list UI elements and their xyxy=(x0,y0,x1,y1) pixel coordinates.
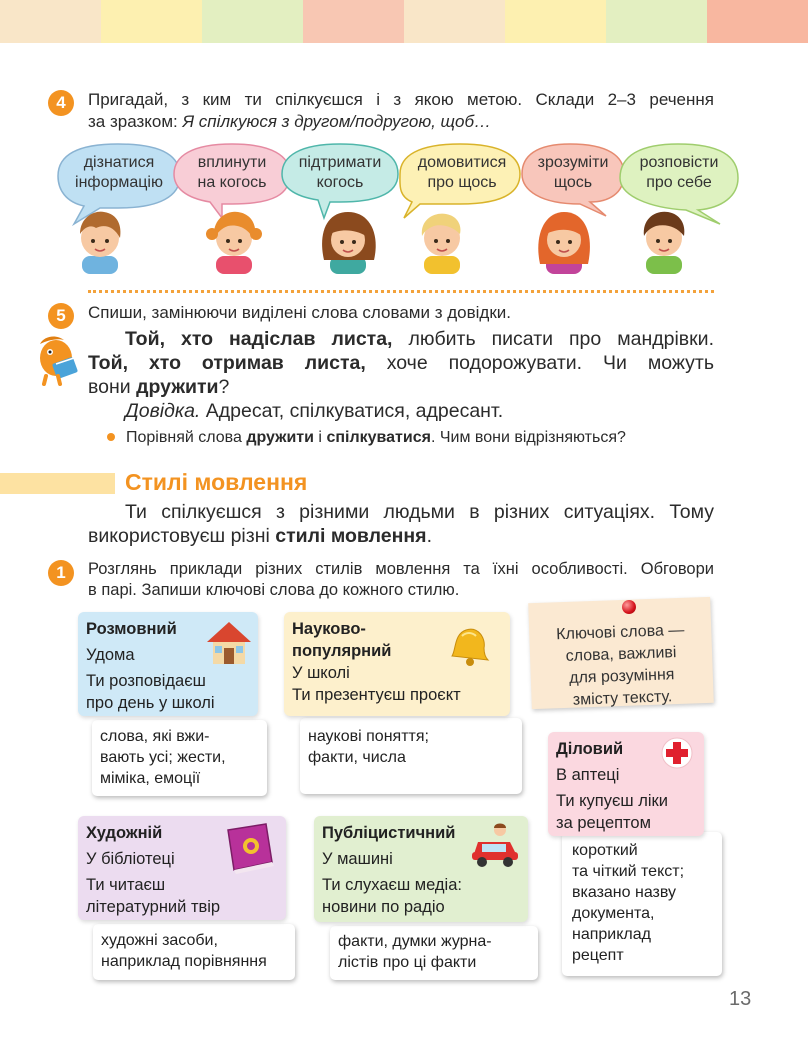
naukovyi-title-line1: Науково- xyxy=(292,620,366,638)
rozmovnyi-place: Удома xyxy=(86,646,135,664)
sentence1-rest: любить писати про мандрівки. xyxy=(392,328,714,350)
child-boy-3-icon xyxy=(644,212,685,274)
publitsystychnyi-keywords-card xyxy=(330,926,538,980)
bubble-4-text xyxy=(404,153,520,193)
top-color-bar xyxy=(0,0,808,43)
publitsystychnyi-title: Публіцистичний xyxy=(322,824,456,842)
bullet-dot xyxy=(107,433,115,441)
naukovyi-keyword-line2: факти, числа xyxy=(308,749,406,766)
section-title: Стилі мовлення xyxy=(125,469,308,495)
section-paragraph-line2 xyxy=(88,524,432,548)
exercise-4-line2 xyxy=(88,111,491,133)
rozmovnyi-desc-line1: Ти розповідаєш xyxy=(86,672,206,690)
rozmovnyi-keyword-line1: слова, які вжи- xyxy=(100,728,210,745)
exercise-1-line1: Розглянь приклади різних стилів мовлення та їхні особливості. Обговори xyxy=(88,560,714,578)
bubble-3-line2: когось xyxy=(316,174,364,191)
compare-word2: спілкуватися xyxy=(326,429,431,446)
bell-icon xyxy=(442,620,492,668)
khudozhnii-keywords-card xyxy=(93,924,295,980)
khudozhnii-desc-line2: літературний твір xyxy=(86,898,221,916)
publitsystychnyi-keyword-line1: факти, думки журна- xyxy=(338,933,492,950)
child-girl-3-icon xyxy=(538,212,590,274)
children-illustration xyxy=(0,204,808,276)
section-p2-plain: використовуєш різні xyxy=(88,525,276,547)
key-words-note xyxy=(528,597,714,709)
bubble-2-line2: на когось xyxy=(197,174,267,191)
dilovyi-keyword-line2: та чіткий текст; xyxy=(572,863,685,880)
top-bar-segment xyxy=(404,0,505,43)
khudozhnii-keyword-line2: наприклад порівняння xyxy=(101,953,267,970)
bubble-3-line1: підтримати xyxy=(298,154,382,171)
dilovyi-keyword-line1: короткий xyxy=(572,842,638,859)
publitsystychnyi-place: У машині xyxy=(322,850,393,868)
ex5-sentence2 xyxy=(88,351,714,375)
bubble-2-text xyxy=(176,153,288,193)
bubble-4-line2: про щось xyxy=(427,174,497,191)
section-p2-bold: стилі мовлення xyxy=(275,525,427,547)
note-line4: змісту тексту. xyxy=(572,688,673,709)
highlighted-phrase-2: Той, хто отримав листа, xyxy=(88,352,366,374)
dilovyi-keywords-card xyxy=(562,832,722,976)
khudozhnii-title: Художній xyxy=(86,824,163,842)
rozmovnyi-desc-line2: про день у школі xyxy=(86,694,215,712)
exercise-5-instruction: Спиши, замінюючи виділені слова словами з довідки. xyxy=(88,303,511,322)
rozmovnyi-keyword-line2: вають усі; жести, xyxy=(100,749,226,766)
exercise-4-number: 4 xyxy=(48,90,74,116)
section-divider xyxy=(88,290,714,293)
compare-word1: дружити xyxy=(246,429,314,446)
highlighted-word: дружити xyxy=(136,376,219,398)
top-bar-segment xyxy=(707,0,808,43)
dilovyi-desc-line2: за рецептом xyxy=(556,814,651,832)
highlighted-phrase-1: Той, хто надіслав листа, xyxy=(125,328,393,350)
bubble-6-text xyxy=(622,153,736,193)
pushpin-icon xyxy=(622,600,636,614)
top-bar-segment xyxy=(101,0,202,43)
dilovyi-keyword-line5: наприклад xyxy=(572,926,651,943)
khudozhnii-place: У бібліотеці xyxy=(86,850,175,868)
car-icon xyxy=(470,822,520,868)
red-cross-icon xyxy=(660,736,694,770)
bubble-2-line1: вплинути xyxy=(197,154,267,171)
rozmovnyi-keyword-line3: міміка, емоції xyxy=(100,770,201,787)
bubble-5-line1: зрозуміти xyxy=(537,154,609,171)
publitsystychnyi-desc-line1: Ти слухаєш медіа: xyxy=(322,876,462,894)
sentence3-end: ? xyxy=(218,376,230,398)
mascot-icon xyxy=(36,334,82,386)
top-bar-segment xyxy=(606,0,707,43)
bubble-5-line2: щось xyxy=(553,174,593,191)
bubble-3-text xyxy=(282,153,398,193)
publitsystychnyi-keyword-line2: лістів про ці факти xyxy=(338,954,477,971)
bubble-1-line1: дізнатися xyxy=(83,154,155,171)
child-girl-2-icon xyxy=(322,212,376,274)
ex5-hint xyxy=(125,399,503,423)
rozmovnyi-keywords-card xyxy=(92,720,267,796)
ex5-sentence3 xyxy=(88,375,229,399)
book-icon xyxy=(222,822,280,874)
top-bar-segment xyxy=(303,0,404,43)
exercise-4-example: Я спілкуюся з другом/подругою, щоб… xyxy=(182,112,492,131)
bubble-5-text xyxy=(524,153,622,193)
top-bar-segment xyxy=(505,0,606,43)
dilovyi-keyword-line6: рецепт xyxy=(572,947,624,964)
compare-part2: і xyxy=(313,429,327,446)
dilovyi-title: Діловий xyxy=(556,740,624,758)
child-boy-2-icon xyxy=(422,214,461,274)
naukovyi-place: У школі xyxy=(292,664,350,682)
section-p2-end: . xyxy=(426,525,432,547)
hint-words: Адресат, спілкуватися, адресант. xyxy=(200,400,504,422)
sentence3-plain: вони xyxy=(88,376,137,398)
khudozhnii-desc-line1: Ти читаєш xyxy=(86,876,166,894)
bubble-4-line1: домовитися xyxy=(417,154,507,171)
note-line2: слова, важливі xyxy=(565,644,677,665)
publitsystychnyi-desc-line2: новини по радіо xyxy=(322,898,445,916)
page-number: 13 xyxy=(729,988,752,1010)
section-paragraph-line1: Ти спілкуєшся з різними людьми в різних ситуаціях. Тому xyxy=(125,501,714,523)
exercise-1-line2: в парі. Запиши ключові слова до кожного стилю. xyxy=(88,581,460,599)
compare-task xyxy=(126,427,626,449)
dilovyi-desc-line1: Ти купуєш ліки xyxy=(556,792,668,810)
exercise-4-line1: Пригадай, з ким ти спілкуєшся і з якою метою. Склади 2–3 речення xyxy=(88,90,714,109)
sentence2-rest: хоче подорожувати. Чи можуть xyxy=(365,352,714,374)
child-girl-1-icon xyxy=(206,212,262,274)
note-line3: для розуміння xyxy=(568,666,675,687)
bubble-6-line1: розповісти xyxy=(639,154,719,171)
bubble-6-line2: про себе xyxy=(646,174,712,191)
bubble-1-text xyxy=(62,153,176,193)
top-bar-segment xyxy=(202,0,303,43)
dilovyi-keyword-line4: документа, xyxy=(572,905,655,922)
naukovyi-desc: Ти презентуєш проєкт xyxy=(292,686,461,704)
naukovyi-keyword-line1: наукові поняття; xyxy=(308,728,429,745)
naukovyi-title-line2: популярний xyxy=(292,642,392,660)
exercise-5-number: 5 xyxy=(48,303,74,329)
note-line1: Ключові слова — xyxy=(555,621,685,644)
rozmovnyi-title: Розмовний xyxy=(86,620,177,638)
house-icon xyxy=(203,618,255,668)
child-boy-1-icon xyxy=(80,212,120,274)
exercise-4-line2-plain: за зразком: xyxy=(88,112,183,131)
hint-label: Довідка. xyxy=(125,400,201,422)
ex5-sentence1 xyxy=(125,327,714,351)
compare-part1: Порівняй слова xyxy=(126,429,247,446)
khudozhnii-keyword-line1: художні засоби, xyxy=(101,932,218,949)
dilovyi-keyword-line3: вказано назву xyxy=(572,884,677,901)
exercise-1-number: 1 xyxy=(48,560,74,586)
compare-part3: . Чим вони відрізняються? xyxy=(430,429,626,446)
top-bar-segment xyxy=(0,0,101,43)
bubble-1-line2: інформацію xyxy=(75,174,163,191)
naukovyi-keywords-card xyxy=(300,718,522,794)
dilovyi-place: В аптеці xyxy=(556,766,620,784)
section-marker-strip xyxy=(0,473,115,494)
